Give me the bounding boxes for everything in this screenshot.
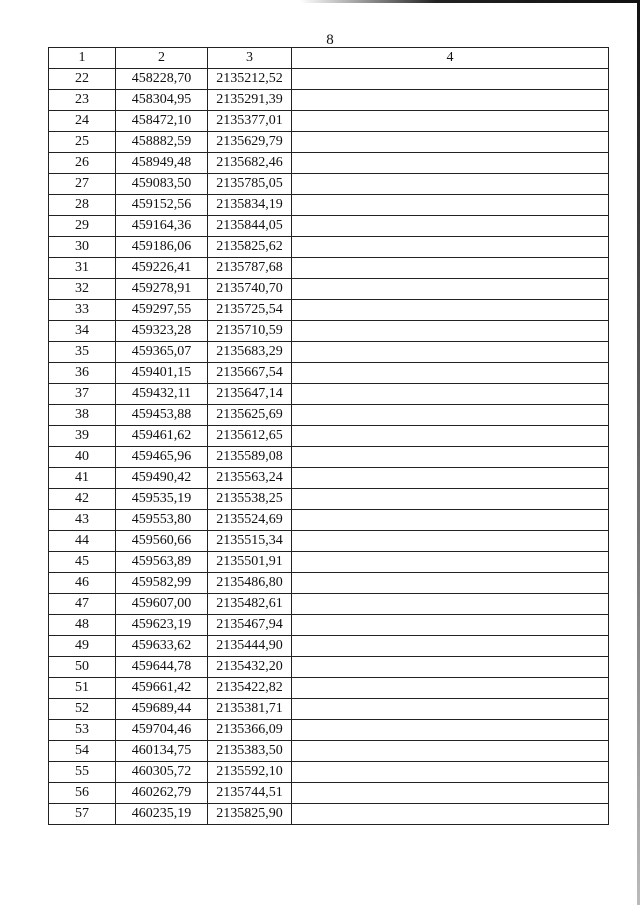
table-cell	[292, 678, 609, 699]
table-body	[49, 69, 609, 825]
table-cell: 459689,44	[116, 699, 208, 720]
column-header: 4	[292, 48, 609, 69]
table-row	[49, 174, 609, 195]
table-row	[49, 111, 609, 132]
table-cell	[292, 741, 609, 762]
table-cell: 48	[49, 615, 116, 636]
table-row	[49, 615, 609, 636]
table-cell	[292, 405, 609, 426]
table-row	[49, 258, 609, 279]
table-cell: 459278,91	[116, 279, 208, 300]
table-cell: 458949,48	[116, 153, 208, 174]
table-cell: 459453,88	[116, 405, 208, 426]
table-row	[49, 69, 609, 90]
table-cell	[292, 531, 609, 552]
table-cell: 2135725,54	[208, 300, 292, 321]
table-cell	[292, 300, 609, 321]
table-cell	[292, 237, 609, 258]
table-cell: 37	[49, 384, 116, 405]
table-row	[49, 279, 609, 300]
table-cell	[292, 762, 609, 783]
table-cell: 23	[49, 90, 116, 111]
table-cell: 55	[49, 762, 116, 783]
table-cell: 460134,75	[116, 741, 208, 762]
table-cell	[292, 195, 609, 216]
table-cell	[292, 153, 609, 174]
table-cell: 2135377,01	[208, 111, 292, 132]
table-cell: 2135612,65	[208, 426, 292, 447]
table-row	[49, 342, 609, 363]
table-row	[49, 153, 609, 174]
table-cell	[292, 468, 609, 489]
table-cell: 459465,96	[116, 447, 208, 468]
table-cell: 2135515,34	[208, 531, 292, 552]
column-header: 3	[208, 48, 292, 69]
table-row	[49, 741, 609, 762]
table-cell: 2135563,24	[208, 468, 292, 489]
table-cell: 459164,36	[116, 216, 208, 237]
table-cell: 28	[49, 195, 116, 216]
table-cell: 459432,11	[116, 384, 208, 405]
table-cell	[292, 657, 609, 678]
table-cell	[292, 111, 609, 132]
table-row	[49, 573, 609, 594]
table-cell	[292, 804, 609, 825]
table-cell	[292, 384, 609, 405]
table-cell: 2135467,94	[208, 615, 292, 636]
table-cell	[292, 321, 609, 342]
table-cell: 52	[49, 699, 116, 720]
table-cell: 2135482,61	[208, 594, 292, 615]
table-cell: 2135422,82	[208, 678, 292, 699]
table-cell: 47	[49, 594, 116, 615]
table-row	[49, 132, 609, 153]
table-cell: 459401,15	[116, 363, 208, 384]
table-cell	[292, 426, 609, 447]
table-cell: 2135647,14	[208, 384, 292, 405]
table-header-row	[49, 48, 609, 69]
table-row	[49, 531, 609, 552]
table-cell: 459152,56	[116, 195, 208, 216]
table-row	[49, 762, 609, 783]
table-cell	[292, 783, 609, 804]
table-cell: 459560,66	[116, 531, 208, 552]
table-row	[49, 90, 609, 111]
table-cell	[292, 69, 609, 90]
table-cell: 460262,79	[116, 783, 208, 804]
table-cell: 2135366,09	[208, 720, 292, 741]
table-cell: 459607,00	[116, 594, 208, 615]
table-cell: 2135744,51	[208, 783, 292, 804]
table-cell	[292, 174, 609, 195]
table-cell	[292, 90, 609, 111]
table-cell: 2135444,90	[208, 636, 292, 657]
table-cell: 2135825,90	[208, 804, 292, 825]
table-cell	[292, 552, 609, 573]
table-row	[49, 321, 609, 342]
table-cell: 459535,19	[116, 489, 208, 510]
column-header: 2	[116, 48, 208, 69]
table-cell	[292, 720, 609, 741]
table-row	[49, 636, 609, 657]
table-row	[49, 195, 609, 216]
table-cell: 2135524,69	[208, 510, 292, 531]
table-row	[49, 783, 609, 804]
table-cell: 2135212,52	[208, 69, 292, 90]
table-cell: 40	[49, 447, 116, 468]
table-cell	[292, 132, 609, 153]
table-cell: 459644,78	[116, 657, 208, 678]
table-cell: 459661,42	[116, 678, 208, 699]
table-row	[49, 363, 609, 384]
table-cell: 32	[49, 279, 116, 300]
table-cell: 46	[49, 573, 116, 594]
table-cell: 2135501,91	[208, 552, 292, 573]
table-cell: 2135538,25	[208, 489, 292, 510]
table-cell: 458472,10	[116, 111, 208, 132]
table-cell: 34	[49, 321, 116, 342]
table-row	[49, 447, 609, 468]
table-cell: 2135629,79	[208, 132, 292, 153]
table-cell: 2135589,08	[208, 447, 292, 468]
table-cell: 38	[49, 405, 116, 426]
table-row	[49, 699, 609, 720]
table-row	[49, 678, 609, 699]
table-row	[49, 804, 609, 825]
table-cell: 459490,42	[116, 468, 208, 489]
table-row	[49, 489, 609, 510]
table-cell: 29	[49, 216, 116, 237]
table-cell: 42	[49, 489, 116, 510]
table-cell	[292, 363, 609, 384]
table-cell: 2135682,46	[208, 153, 292, 174]
table-cell: 26	[49, 153, 116, 174]
table-cell: 2135740,70	[208, 279, 292, 300]
table-cell: 25	[49, 132, 116, 153]
table-cell: 39	[49, 426, 116, 447]
table-cell: 50	[49, 657, 116, 678]
table-cell: 57	[49, 804, 116, 825]
page-number: 8	[326, 32, 334, 48]
table-cell: 2135710,59	[208, 321, 292, 342]
table-cell	[292, 342, 609, 363]
table-cell	[292, 699, 609, 720]
table-cell: 458228,70	[116, 69, 208, 90]
table-cell: 2135625,69	[208, 405, 292, 426]
table-cell: 459633,62	[116, 636, 208, 657]
table-cell: 460235,19	[116, 804, 208, 825]
table-cell: 458304,95	[116, 90, 208, 111]
table-cell: 459226,41	[116, 258, 208, 279]
table-cell: 2135787,68	[208, 258, 292, 279]
table-cell: 24	[49, 111, 116, 132]
table-cell: 460305,72	[116, 762, 208, 783]
table-cell	[292, 447, 609, 468]
table-row	[49, 594, 609, 615]
table-cell: 2135381,71	[208, 699, 292, 720]
table-cell: 2135667,54	[208, 363, 292, 384]
table-cell: 459553,80	[116, 510, 208, 531]
table-cell	[292, 510, 609, 531]
table-cell: 22	[49, 69, 116, 90]
table-cell	[292, 594, 609, 615]
table-row	[49, 426, 609, 447]
table-cell: 36	[49, 363, 116, 384]
table-row	[49, 216, 609, 237]
scan-edge-top	[300, 0, 640, 3]
column-header: 1	[49, 48, 116, 69]
table-cell: 53	[49, 720, 116, 741]
table-cell: 2135486,80	[208, 573, 292, 594]
table-row	[49, 510, 609, 531]
table-cell: 2135383,50	[208, 741, 292, 762]
table-cell: 2135683,29	[208, 342, 292, 363]
table-cell: 2135834,19	[208, 195, 292, 216]
table-cell	[292, 615, 609, 636]
table-cell	[292, 489, 609, 510]
table-cell: 2135432,20	[208, 657, 292, 678]
table-cell	[292, 216, 609, 237]
table-cell: 54	[49, 741, 116, 762]
table-cell	[292, 279, 609, 300]
table-cell: 30	[49, 237, 116, 258]
table-cell: 49	[49, 636, 116, 657]
table-cell: 27	[49, 174, 116, 195]
table-row	[49, 405, 609, 426]
table-row	[49, 720, 609, 741]
table-cell: 459186,06	[116, 237, 208, 258]
table-row	[49, 384, 609, 405]
table-cell: 2135825,62	[208, 237, 292, 258]
table-cell: 45	[49, 552, 116, 573]
table-cell: 459623,19	[116, 615, 208, 636]
table-cell: 2135844,05	[208, 216, 292, 237]
table-cell: 41	[49, 468, 116, 489]
table-cell: 459365,07	[116, 342, 208, 363]
table-row	[49, 237, 609, 258]
table-row	[49, 552, 609, 573]
table-row	[49, 300, 609, 321]
table-cell: 31	[49, 258, 116, 279]
table-row	[49, 657, 609, 678]
table-cell: 459083,50	[116, 174, 208, 195]
table-cell: 51	[49, 678, 116, 699]
table-cell: 2135785,05	[208, 174, 292, 195]
table-cell: 56	[49, 783, 116, 804]
table-cell: 458882,59	[116, 132, 208, 153]
table-cell: 35	[49, 342, 116, 363]
table-cell	[292, 258, 609, 279]
table-cell: 33	[49, 300, 116, 321]
table-cell: 459297,55	[116, 300, 208, 321]
table-row	[49, 468, 609, 489]
table-cell: 2135291,39	[208, 90, 292, 111]
table-cell: 459704,46	[116, 720, 208, 741]
table-cell: 459563,89	[116, 552, 208, 573]
table-cell: 459323,28	[116, 321, 208, 342]
table-cell: 43	[49, 510, 116, 531]
table-cell	[292, 573, 609, 594]
table-cell: 459582,99	[116, 573, 208, 594]
table-cell	[292, 636, 609, 657]
table-cell: 2135592,10	[208, 762, 292, 783]
table-cell: 459461,62	[116, 426, 208, 447]
table-cell: 44	[49, 531, 116, 552]
coordinates-table	[48, 47, 609, 825]
